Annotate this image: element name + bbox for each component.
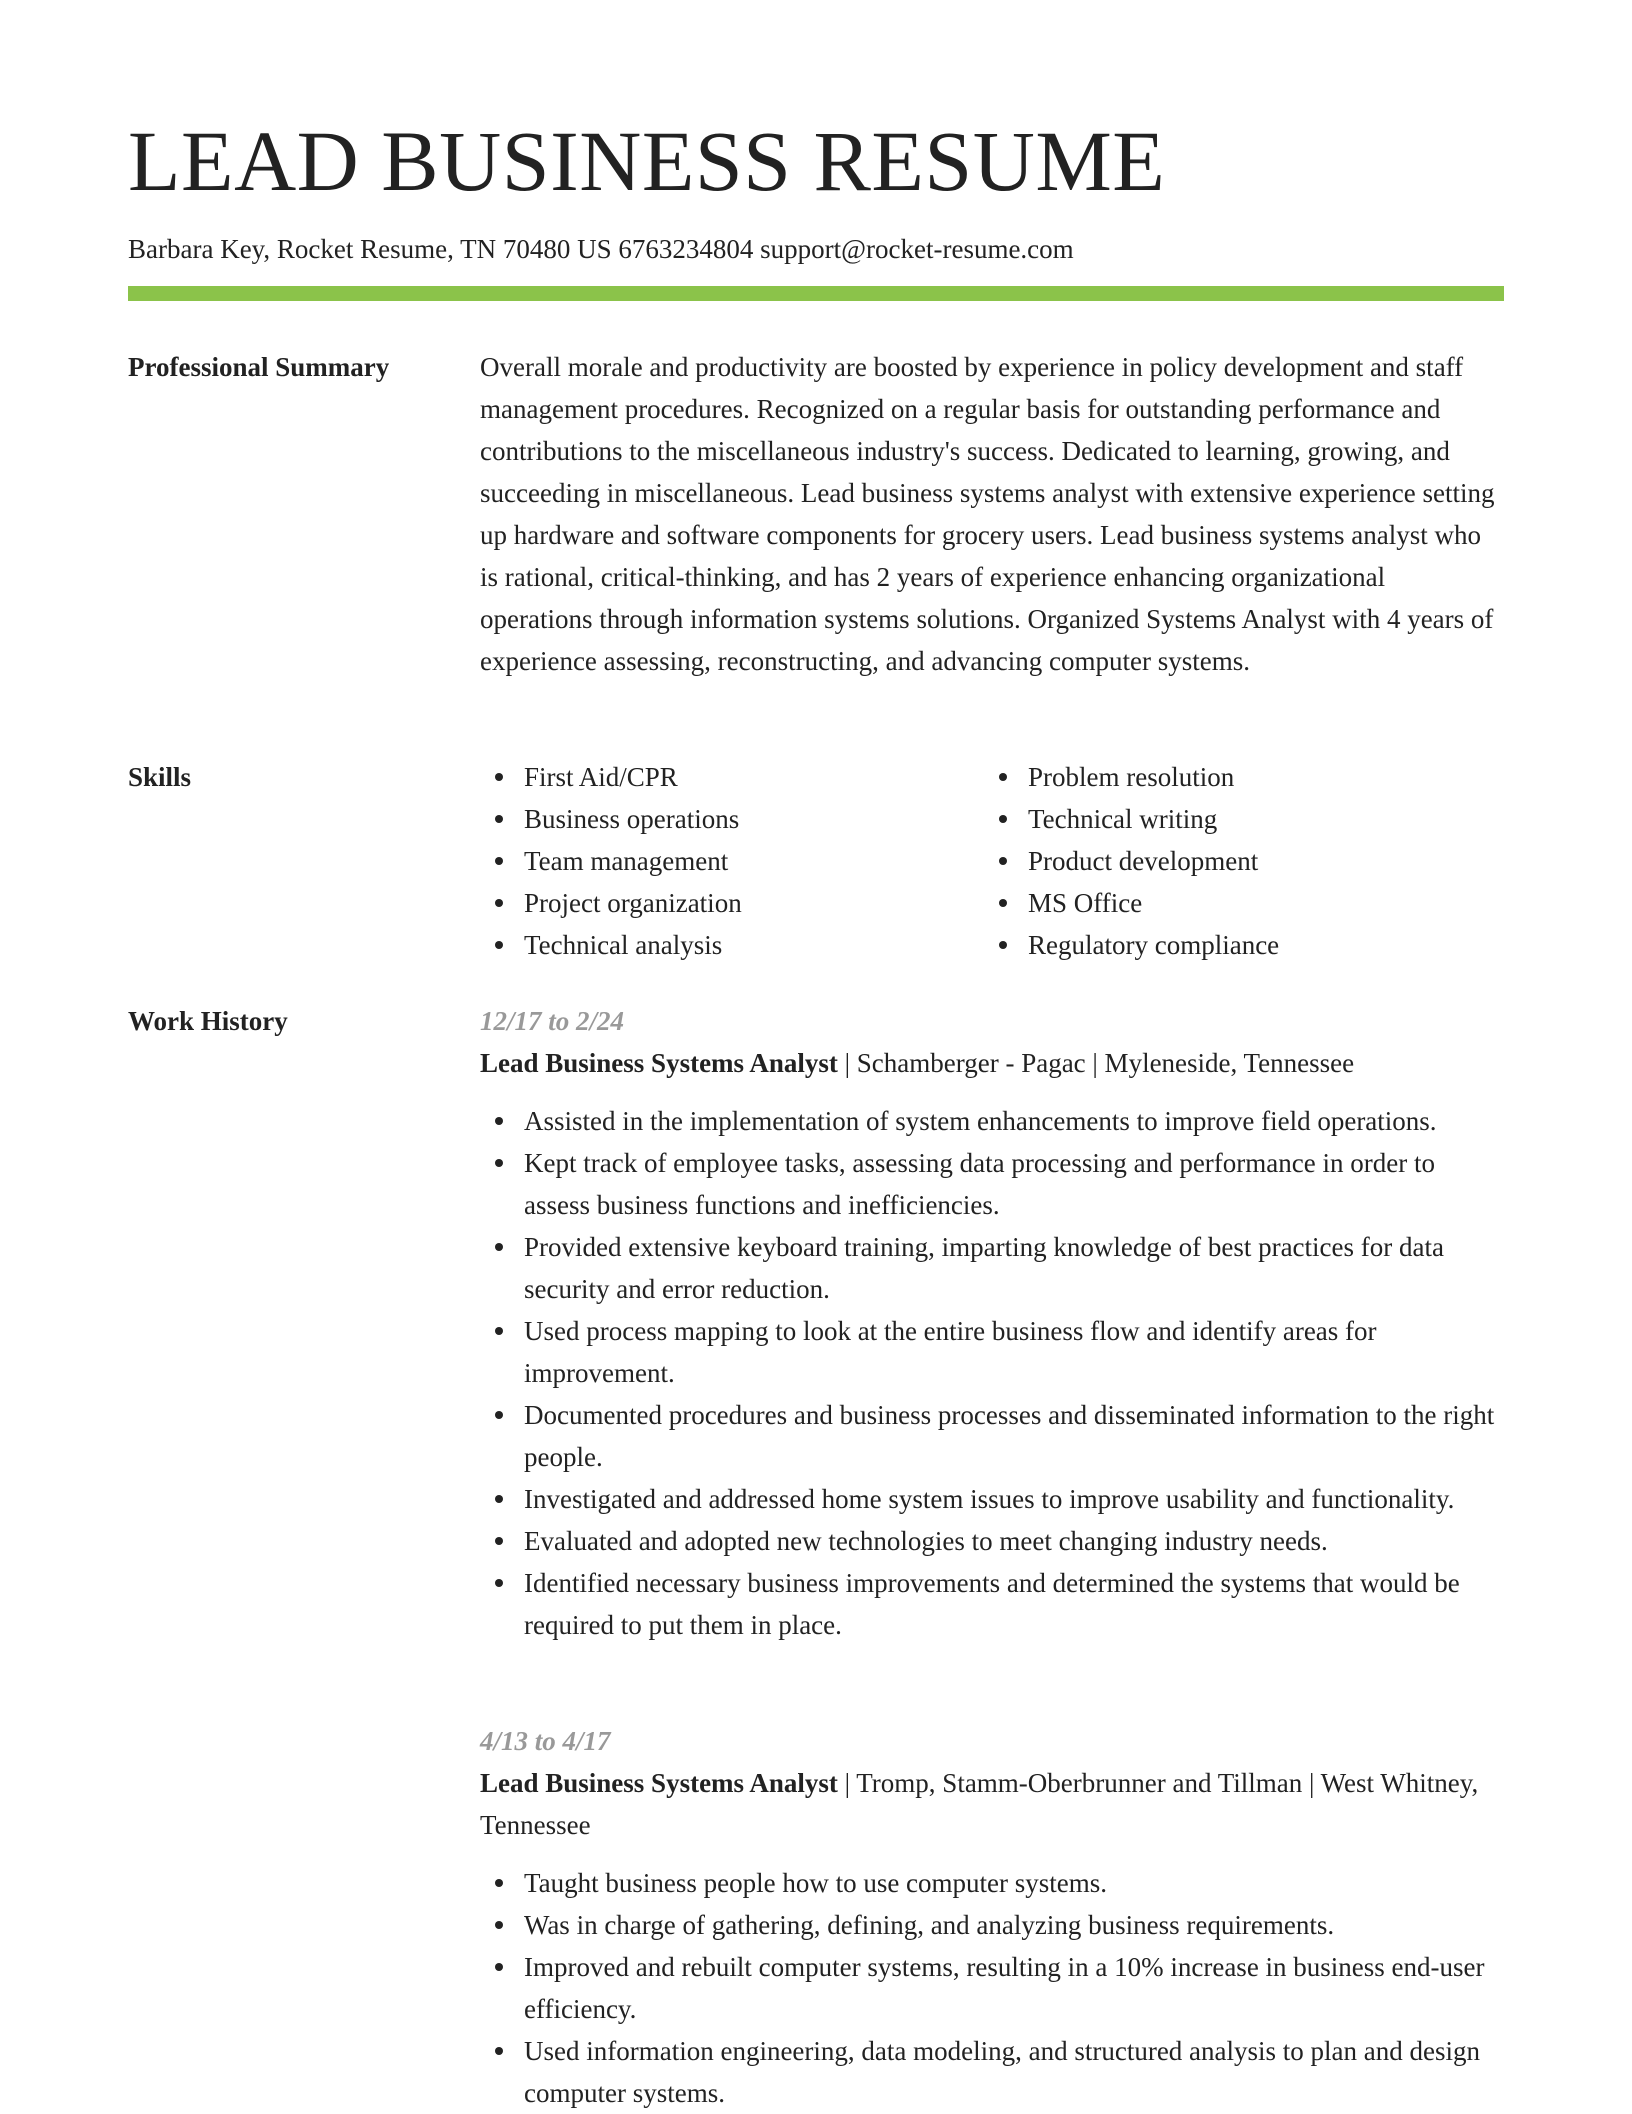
job-bullet: Documented procedures and business processes and disseminated information to the right people.	[480, 1394, 1504, 1478]
job-bullets	[480, 1100, 1504, 1646]
resume-title: LEAD BUSINESS RESUME	[128, 113, 1166, 209]
skill-item: Team management	[480, 840, 960, 882]
skills-list-right	[984, 756, 1464, 966]
accent-divider	[128, 286, 1504, 301]
summary-heading: Professional Summary	[128, 352, 390, 382]
job-bullet: Taught business people how to use computer systems.	[480, 1862, 1504, 1904]
job-bullet: Used process mapping to look at the entire business flow and identify areas for improvement.	[480, 1310, 1504, 1394]
skill-item: Technical analysis	[480, 924, 960, 966]
job-bullets	[480, 1862, 1504, 2114]
skills-heading: Skills	[128, 762, 192, 792]
job-employer-location: | Schamberger - Pagac | Myleneside, Tennessee	[837, 1048, 1355, 1078]
job-entry	[480, 1000, 1504, 1646]
job-bullet: Was in charge of gathering, defining, and analyzing business requirements.	[480, 1904, 1504, 1946]
job-bullet: Used information engineering, data modeling, and structured analysis to plan and design computer systems.	[480, 2030, 1504, 2114]
skill-item: Project organization	[480, 882, 960, 924]
skill-item: Problem resolution	[984, 756, 1464, 798]
contact-line: Barbara Key, Rocket Resume, TN 70480 US 6763234804 support@rocket-resume.com	[128, 234, 1074, 264]
skill-item: Business operations	[480, 798, 960, 840]
skill-item: Regulatory compliance	[984, 924, 1464, 966]
skill-item: MS Office	[984, 882, 1464, 924]
skills-section	[480, 756, 1504, 966]
job-employer-location: | Tromp, Stamm-Oberbrunner and Tillman | West Whitney, Tennessee	[480, 1768, 1479, 1840]
job-role: Lead Business Systems Analyst	[480, 1768, 838, 1798]
skill-item: Product development	[984, 840, 1464, 882]
job-bullet: Assisted in the implementation of system enhancements to improve field operations.	[480, 1100, 1504, 1142]
skills-list-left	[480, 756, 960, 966]
job-role: Lead Business Systems Analyst	[480, 1048, 838, 1078]
job-title-line	[480, 1762, 1504, 1846]
job-title-line	[480, 1042, 1504, 1084]
job-bullet: Kept track of employee tasks, assessing data processing and performance in order to assess business functions and inefficiencies.	[480, 1142, 1504, 1226]
summary-text: Overall morale and productivity are boosted by experience in policy development and staff management procedures. Recognized on a regular basis for outstanding performance and contributions to the miscellaneous industry's success. Dedicated to learning, growing, and succeeding in miscellaneous. Lead business systems analyst with extensive experience setting up hardware and software components for grocery users. Lead business systems analyst who is rational, critical-thinking, and has 2 years of experience enhancing organizational operations through information systems solutions. Organized Systems Analyst with 4 years of experience assessing, reconstructing, and advancing computer systems.	[480, 352, 1495, 676]
job-bullet: Evaluated and adopted new technologies to meet changing industry needs.	[480, 1520, 1504, 1562]
skill-item: Technical writing	[984, 798, 1464, 840]
job-dates: 4/13 to 4/17	[480, 1726, 611, 1756]
job-entry	[480, 1720, 1504, 2114]
job-dates: 12/17 to 2/24	[480, 1006, 625, 1036]
summary-section	[480, 346, 1504, 682]
job-bullet: Identified necessary business improvements and determined the systems that would be required to put them in place.	[480, 1562, 1504, 1646]
job-bullet: Provided extensive keyboard training, imparting knowledge of best practices for data security and error reduction.	[480, 1226, 1504, 1310]
work-history-heading: Work History	[128, 1006, 288, 1036]
job-bullet: Improved and rebuilt computer systems, resulting in a 10% increase in business end-user efficiency.	[480, 1946, 1504, 2030]
skill-item: First Aid/CPR	[480, 756, 960, 798]
job-bullet: Investigated and addressed home system issues to improve usability and functionality.	[480, 1478, 1504, 1520]
